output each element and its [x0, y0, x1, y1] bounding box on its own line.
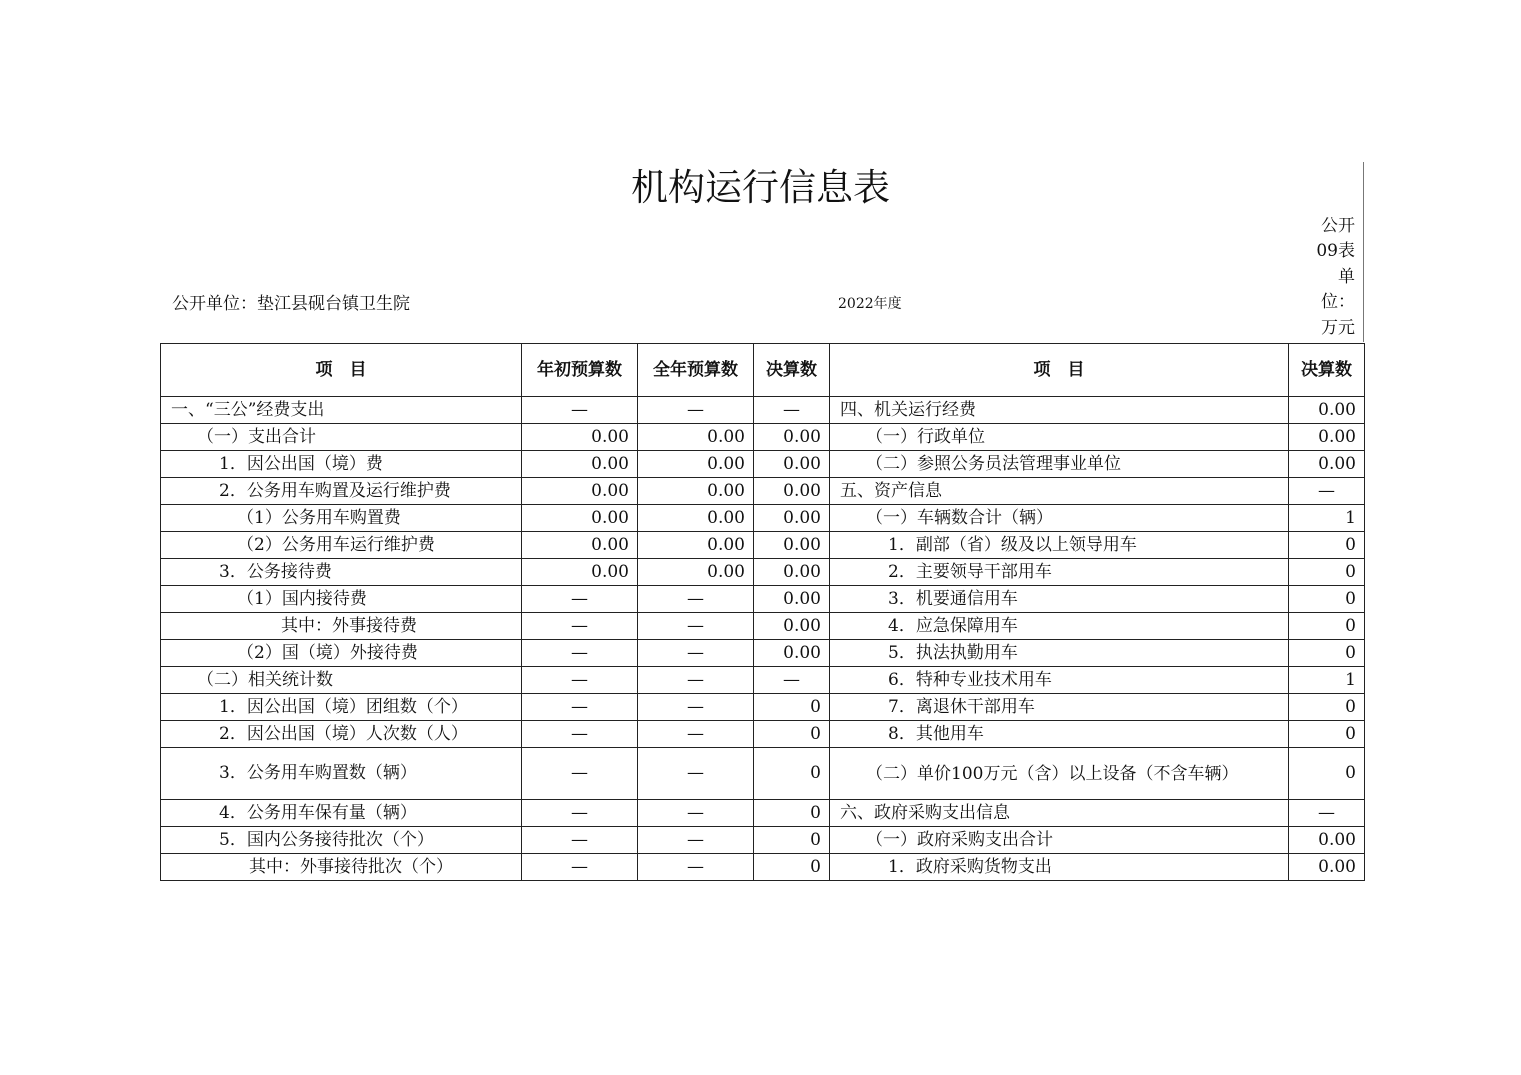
- row-full-budget: —: [638, 694, 754, 721]
- row-initial-budget: 0.00: [522, 451, 638, 478]
- row-item-label: 1．因公出国（境）费: [161, 451, 522, 478]
- row-initial-budget: —: [522, 721, 638, 748]
- row-full-budget: 0.00: [638, 424, 754, 451]
- row-full-budget: —: [638, 748, 754, 800]
- row-item-label-right: （二）单价100万元（含）以上设备（不含车辆）: [830, 748, 1289, 800]
- row-initial-budget: 0.00: [522, 424, 638, 451]
- code-line: 万元: [1321, 317, 1355, 338]
- row-final-amount: 0: [754, 721, 830, 748]
- row-initial-budget: —: [522, 640, 638, 667]
- header-final-right: 决算数: [1289, 344, 1365, 397]
- row-full-budget: 0.00: [638, 505, 754, 532]
- operation-info-table: [160, 343, 1365, 881]
- row-item-label-right: （一）车辆数合计（辆）: [830, 505, 1289, 532]
- row-final-amount-right: —: [1289, 800, 1365, 827]
- row-final-amount-right: 1: [1289, 505, 1365, 532]
- row-full-budget: —: [638, 613, 754, 640]
- row-final-amount-right: 0: [1289, 559, 1365, 586]
- header-final: 决算数: [754, 344, 830, 397]
- row-initial-budget: 0.00: [522, 505, 638, 532]
- row-item-label: 5．国内公务接待批次（个）: [161, 827, 522, 854]
- row-final-amount-right: 0.00: [1289, 397, 1365, 424]
- row-initial-budget: —: [522, 854, 638, 881]
- row-initial-budget: —: [522, 613, 638, 640]
- table-row: [161, 424, 1365, 451]
- table-row: [161, 854, 1365, 881]
- code-line: 位：: [1321, 292, 1355, 313]
- row-item-label-right: 6．特种专业技术用车: [830, 667, 1289, 694]
- row-final-amount-right: 0: [1289, 694, 1365, 721]
- row-initial-budget: 0.00: [522, 559, 638, 586]
- row-final-amount: 0.00: [754, 613, 830, 640]
- row-item-label: 其中：外事接待费: [161, 613, 522, 640]
- row-initial-budget: —: [522, 586, 638, 613]
- table-row: [161, 586, 1365, 613]
- row-full-budget: 0.00: [638, 478, 754, 505]
- row-final-amount: 0: [754, 694, 830, 721]
- header-item-right: 项 目: [830, 344, 1289, 397]
- row-final-amount-right: 0.00: [1289, 424, 1365, 451]
- table-row: [161, 721, 1365, 748]
- row-item-label-right: 1．政府采购货物支出: [830, 854, 1289, 881]
- row-item-label-right: 四、机关运行经费: [830, 397, 1289, 424]
- table-row: [161, 478, 1365, 505]
- row-final-amount-right: 0: [1289, 721, 1365, 748]
- row-full-budget: —: [638, 586, 754, 613]
- row-full-budget: —: [638, 397, 754, 424]
- row-final-amount-right: 0: [1289, 748, 1365, 800]
- header-item: 项 目: [161, 344, 522, 397]
- row-initial-budget: —: [522, 827, 638, 854]
- row-final-amount-right: 0.00: [1289, 451, 1365, 478]
- code-line: 单: [1338, 266, 1355, 287]
- row-item-label: 一、“三公”经费支出: [161, 397, 522, 424]
- row-final-amount-right: 0: [1289, 613, 1365, 640]
- row-item-label-right: 2．主要领导干部用车: [830, 559, 1289, 586]
- table-row: [161, 827, 1365, 854]
- row-item-label: 其中：外事接待批次（个）: [161, 854, 522, 881]
- row-full-budget: —: [638, 854, 754, 881]
- table-row: [161, 667, 1365, 694]
- page-title: 机构运行信息表: [631, 166, 890, 209]
- row-final-amount: 0: [754, 854, 830, 881]
- row-final-amount-right: 0: [1289, 586, 1365, 613]
- row-item-label-right: 5．执法执勤用车: [830, 640, 1289, 667]
- row-item-label-right: 1．副部（省）级及以上领导用车: [830, 532, 1289, 559]
- table-row: [161, 694, 1365, 721]
- row-item-label: （二）相关统计数: [161, 667, 522, 694]
- row-item-label: 4．公务用车保有量（辆）: [161, 800, 522, 827]
- table-row: [161, 613, 1365, 640]
- table-header-row: [161, 344, 1365, 397]
- row-final-amount: —: [754, 667, 830, 694]
- header-initial-budget: 年初预算数: [522, 344, 638, 397]
- row-full-budget: —: [638, 721, 754, 748]
- row-full-budget: —: [638, 800, 754, 827]
- row-final-amount: 0.00: [754, 586, 830, 613]
- row-final-amount: 0: [754, 827, 830, 854]
- row-item-label-right: （一）政府采购支出合计: [830, 827, 1289, 854]
- row-initial-budget: —: [522, 800, 638, 827]
- table-row: [161, 397, 1365, 424]
- row-item-label-right: 7．离退休干部用车: [830, 694, 1289, 721]
- row-final-amount-right: 0: [1289, 532, 1365, 559]
- row-item-label: （1）国内接待费: [161, 586, 522, 613]
- row-full-budget: —: [638, 640, 754, 667]
- row-final-amount: 0: [754, 748, 830, 800]
- row-final-amount-right: 1: [1289, 667, 1365, 694]
- row-full-budget: —: [638, 667, 754, 694]
- row-initial-budget: —: [522, 397, 638, 424]
- row-item-label-right: 4．应急保障用车: [830, 613, 1289, 640]
- row-item-label: （2）国（境）外接待费: [161, 640, 522, 667]
- row-final-amount: 0: [754, 800, 830, 827]
- row-item-label: 3．公务接待费: [161, 559, 522, 586]
- row-item-label: （1）公务用车购置费: [161, 505, 522, 532]
- row-item-label-right: （二）参照公务员法管理事业单位: [830, 451, 1289, 478]
- header-full-budget: 全年预算数: [638, 344, 754, 397]
- row-item-label-right: （一）行政单位: [830, 424, 1289, 451]
- table-row: [161, 640, 1365, 667]
- row-item-label: 3．公务用车购置数（辆）: [161, 748, 522, 800]
- row-final-amount: 0.00: [754, 424, 830, 451]
- row-item-label-right: 五、资产信息: [830, 478, 1289, 505]
- row-final-amount-right: 0.00: [1289, 854, 1365, 881]
- table-row: [161, 800, 1365, 827]
- row-full-budget: 0.00: [638, 559, 754, 586]
- row-final-amount-right: 0.00: [1289, 827, 1365, 854]
- table-row: [161, 451, 1365, 478]
- row-item-label: 2．公务用车购置及运行维护费: [161, 478, 522, 505]
- row-final-amount: 0.00: [754, 478, 830, 505]
- row-final-amount-right: 0: [1289, 640, 1365, 667]
- row-initial-budget: 0.00: [522, 532, 638, 559]
- row-full-budget: 0.00: [638, 532, 754, 559]
- row-full-budget: 0.00: [638, 451, 754, 478]
- table-row: [161, 748, 1365, 800]
- code-line: 09表: [1316, 241, 1355, 262]
- row-initial-budget: —: [522, 667, 638, 694]
- fiscal-year: 2022年度: [838, 296, 902, 312]
- row-initial-budget: —: [522, 748, 638, 800]
- row-item-label-right: 六、政府采购支出信息: [830, 800, 1289, 827]
- row-full-budget: —: [638, 827, 754, 854]
- table-code-and-unit: [1316, 214, 1355, 341]
- row-final-amount: —: [754, 397, 830, 424]
- reporting-unit: 公开单位：垫江县砚台镇卫生院: [172, 294, 410, 314]
- row-final-amount-right: —: [1289, 478, 1365, 505]
- row-final-amount: 0.00: [754, 532, 830, 559]
- table-row: [161, 532, 1365, 559]
- row-final-amount: 0.00: [754, 559, 830, 586]
- row-item-label: 2．因公出国（境）人次数（人）: [161, 721, 522, 748]
- row-final-amount: 0.00: [754, 451, 830, 478]
- row-initial-budget: 0.00: [522, 478, 638, 505]
- row-final-amount: 0.00: [754, 505, 830, 532]
- row-item-label-right: 3．机要通信用车: [830, 586, 1289, 613]
- table-row: [161, 505, 1365, 532]
- row-item-label: 1．因公出国（境）团组数（个）: [161, 694, 522, 721]
- row-item-label-right: 8．其他用车: [830, 721, 1289, 748]
- row-item-label: （一）支出合计: [161, 424, 522, 451]
- table-row: [161, 559, 1365, 586]
- code-line: 公开: [1321, 216, 1355, 236]
- row-initial-budget: —: [522, 694, 638, 721]
- row-final-amount: 0.00: [754, 640, 830, 667]
- row-item-label: （2）公务用车运行维护费: [161, 532, 522, 559]
